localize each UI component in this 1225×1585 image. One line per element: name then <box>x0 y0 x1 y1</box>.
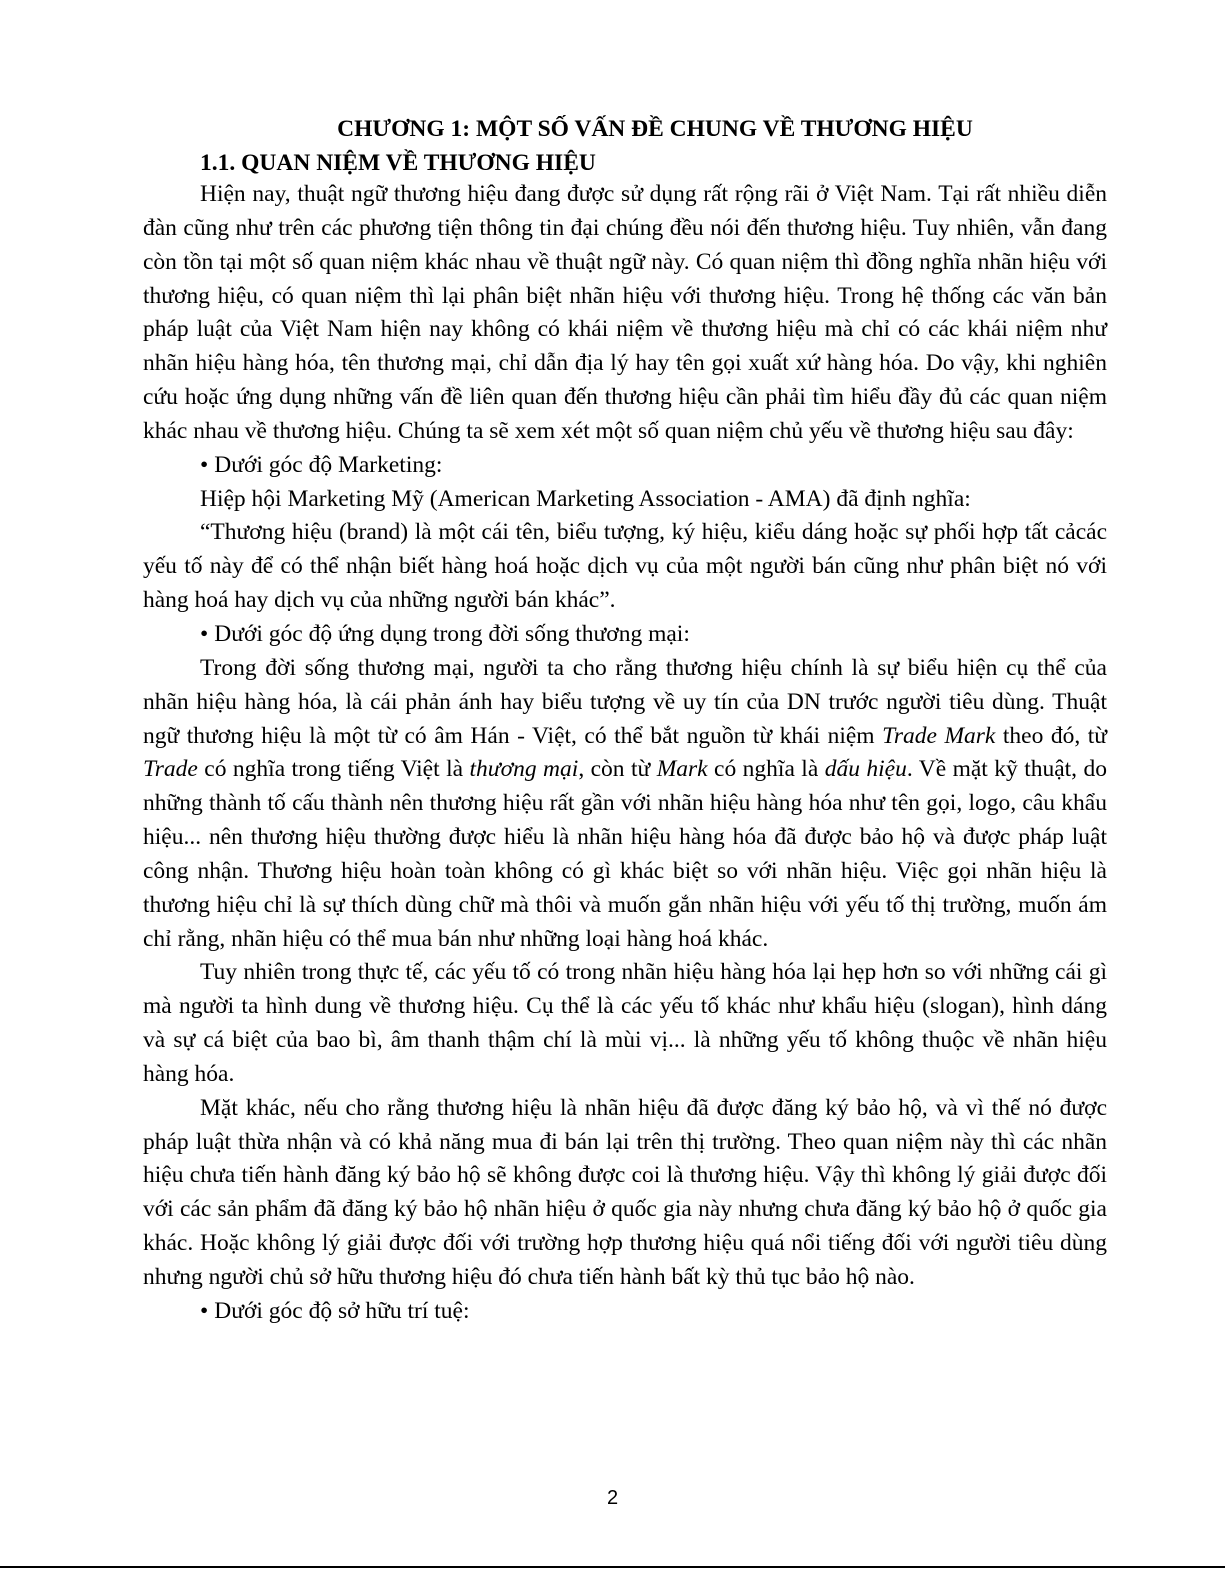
bottom-divider <box>0 1566 1225 1568</box>
chapter-title: CHƯƠNG 1: MỘT SỐ VẤN ĐỀ CHUNG VỀ THƯƠNG HIỆU <box>337 116 973 142</box>
bullet-commerce <box>143 618 1107 652</box>
paragraph-ama: Hiệp hội Marketing Mỹ (American Marketing Association - AMA) đã định nghĩa: <box>200 485 971 512</box>
italic-term-dau-hieu: dấu hiệu <box>824 756 907 783</box>
paragraph-intro: Hiện nay, thuật ngữ thương hiệu đang được sử dụng rất rộng rãi ở Việt Nam. Tại rất nhiều diễn đàn cũng như trên các phương tiện thông tin đại chúng đều nói đến thương hiệu. Tuy nhiên, vẫn đang còn tồn tại một số quan niệm khác nhau về thuật ngữ này. Có quan niệm thì đồng nghĩa nhãn hiệu với thương hiệu, có quan niệm thì lại phân biệt nhãn hiệu với thương hiệu. Trong hệ thống các văn bản pháp luật của Việt Nam hiện nay không có khái niệm về thương hiệu mà chỉ có các khái niệm như nhãn hiệu hàng hóa, tên thương mại, chỉ dẫn địa lý hay tên gọi xuất xứ hàng hóa. Do vậy, khi nghiên cứu hoặc ứng dụng những vấn đề liên quan đến thương hiệu cần phải tìm hiểu đầy đủ các quan niệm khác nhau về thương hiệu. Chúng ta sẽ xem xét một số quan niệm chủ yếu về thương hiệu sau đây: <box>143 181 1107 444</box>
bullet-icon: • <box>200 451 209 478</box>
bullet-commerce-text: Dưới góc độ ứng dụng trong đời sống thương mại: <box>214 620 690 647</box>
bullet-icon: • <box>200 620 209 647</box>
text-run: . Về mặt kỹ thuật, do những thành tố cấu thành nên thương hiệu rất gần với nhãn hiệu hàng hóa như tên gọi, logo, câu khẩu hiệu... nên thương hiệu thường được hiểu là nhãn hiệu hàng hóa đã được bảo hộ và được pháp luật công nhận. Thương hiệu hoàn toàn không có gì khác biệt so với nhãn hiệu. Việc gọi nhãn hiệu là thương hiệu chỉ là sự thích dùng chữ mà thôi và muốn gắn nhãn hiệu với yếu tố thị trường, muốn ám chỉ rằng, nhãn hiệu có thể mua bán như những loại hàng hoá khác. <box>143 756 1107 952</box>
text-run: Trong đời sống thương mại, người ta cho rằng thương hiệu chính là sự biểu hiện cụ thể của nhãn hiệu hàng hóa, là cái phản ánh hay biểu tượng về uy tín của DN trước người tiêu dùng. Thuật ngữ thương hiệu là một từ có âm Hán - Việt, có thể bắt nguồn từ khái niệm <box>143 654 1107 749</box>
section-heading: 1.1. QUAN NIỆM VỀ THƯƠNG HIỆU <box>200 150 596 176</box>
text-run: , còn từ <box>578 756 657 783</box>
bullet-ip <box>143 1295 1107 1329</box>
text-run: có nghĩa là <box>707 756 825 783</box>
paragraph-ama-definition: “Thương hiệu (brand) là một cái tên, biểu tượng, ký hiệu, kiểu dáng hoặc sự phối hợp tất cảcác yếu tố này để có thể nhận biết hàng hoá hoặc dịch vụ của một người bán cũng như phân biệt nó với hàng hoá hay dịch vụ của những người bán khác”. <box>143 519 1107 614</box>
paragraph-registration: Mặt khác, nếu cho rằng thương hiệu là nhãn hiệu đã được đăng ký bảo hộ, và vì thế nó được pháp luật thừa nhận và có khả năng mua đi bán lại trên thị trường. Theo quan niệm này thì các nhãn hiệu chưa tiến hành đăng ký bảo hộ sẽ không được coi là thương hiệu. Vậy thì không lý giải được đối với các sản phẩm đã đăng ký bảo hộ nhãn hiệu ở quốc gia này nhưng chưa đăng ký bảo hộ ở quốc gia khác. Hoặc không lý giải được đối với trường hợp thương hiệu quá nổi tiếng đối với người tiêu dùng nhưng người chủ sở hữu thương hiệu đó chưa tiến hành bất kỳ thủ tục bảo hộ nào. <box>143 1094 1107 1290</box>
italic-term-trade: Trade <box>143 756 198 783</box>
bullet-icon: • <box>200 1297 209 1324</box>
bullet-marketing <box>143 449 1107 483</box>
page-number: 2 <box>606 1487 619 1509</box>
paragraph-reality: Tuy nhiên trong thực tế, các yếu tố có trong nhãn hiệu hàng hóa lại hẹp hơn so với những cái gì mà người ta hình dung về thương hiệu. Cụ thể là các yếu tố khác như khẩu hiệu (slogan), hình dáng và sự cá biệt của bao bì, âm thanh thậm chí là mùi vị... là những yếu tố không thuộc về nhãn hiệu hàng hóa. <box>143 959 1107 1087</box>
italic-term-thuong-mai: thương mại <box>469 756 579 783</box>
text-run: theo đó, từ <box>995 722 1107 749</box>
text-run: có nghĩa trong tiếng Việt là <box>197 756 470 783</box>
bullet-ip-text: Dưới góc độ sở hữu trí tuệ: <box>214 1297 470 1324</box>
paragraph-commerce <box>143 652 1107 957</box>
italic-term-mark: Mark <box>656 756 708 783</box>
italic-term-trade-mark: Trade Mark <box>882 722 996 749</box>
page-content <box>143 110 1107 1329</box>
bullet-marketing-text: Dưới góc độ Marketing: <box>214 451 443 478</box>
